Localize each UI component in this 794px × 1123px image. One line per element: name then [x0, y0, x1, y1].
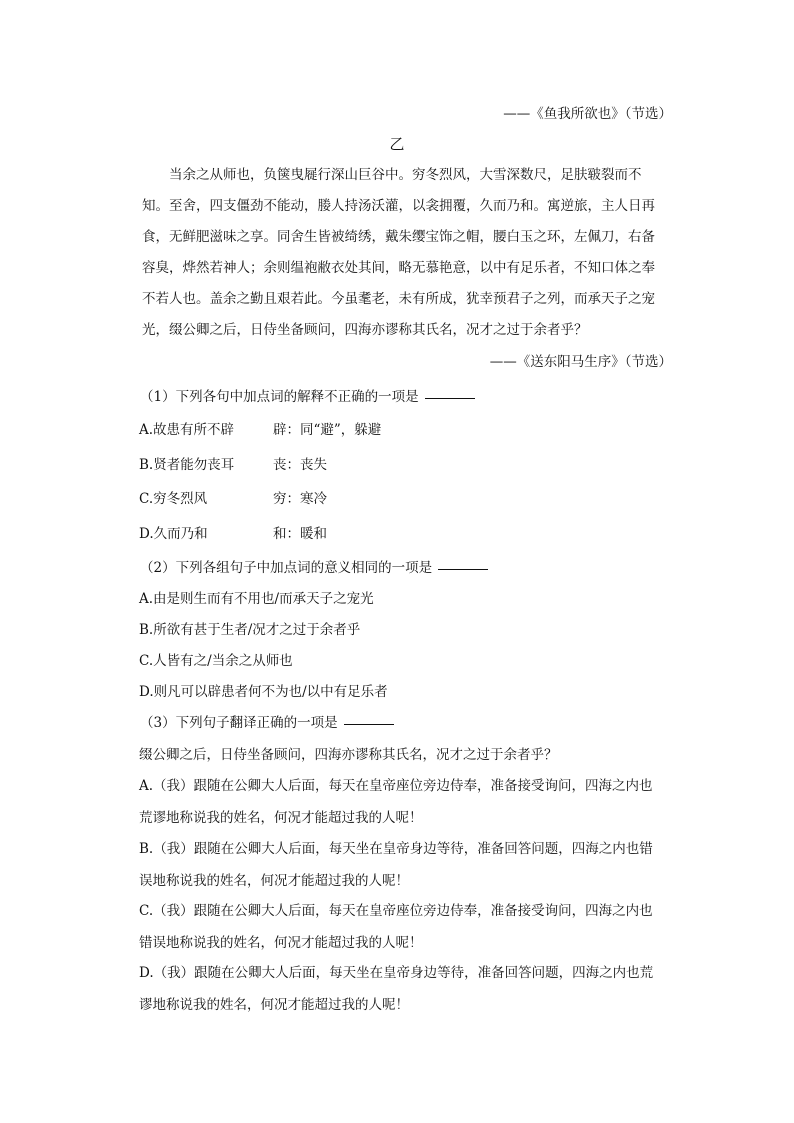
q3-option-c[interactable]	[139, 899, 653, 951]
source-citation-a: ——《鱼我所欲也》（节选）	[503, 106, 672, 122]
q3-option-d[interactable]	[139, 961, 653, 1013]
option-label: B.贤者能勿丧耳	[139, 457, 235, 473]
q1-option-c[interactable]	[139, 487, 327, 507]
option-line: A.（我）跟随在公卿大人后面，每天在皇帝座位旁边侍奉，准备接受询问，四海之内也	[139, 778, 653, 794]
source-citation-b: ——《送东阳马生序》（节选）	[489, 354, 672, 370]
passage-line: 当余之从师也，负箧曳屣行深山巨谷中。穷冬烈风，大雪深数尺，足肤皲裂而不	[169, 167, 642, 183]
passage-line: 不若人也。盖余之勤且艰若此。今虽耄老，未有所成，犹幸预君子之列，而承天子之宠	[142, 291, 655, 307]
option-line: 错误地称说我的姓名，何况才能超过我的人呢！	[139, 935, 423, 951]
option-label: C.穷冬烈风	[139, 491, 208, 507]
passage-text	[142, 163, 672, 353]
question-stem-text: （1）下列各句中加点词的解释不正确的一项是	[140, 389, 419, 405]
question-stem-text: （3）下列句子翻译正确的一项是	[140, 715, 338, 731]
option-line: 误地称说我的姓名，何况才能超过我的人呢！	[139, 873, 409, 889]
passage-line: 食，无鲜肥滋味之享。同舍生皆被绮绣，戴朱缨宝饰之帽，腰白玉之环，左佩刀，右备	[142, 229, 655, 245]
q2-option-d[interactable]: D.则凡可以辟患者何不为也/以中有足乐者	[139, 684, 388, 700]
q1-option-d[interactable]	[139, 522, 327, 542]
option-label: A.故患有所不辟	[139, 422, 235, 438]
q2-option-b[interactable]: B.所欲有甚于生者/况才之过于余者乎	[139, 622, 361, 638]
passage-line: 容臭，烨然若神人；余则缊袍敝衣处其间，略无慕艳意，以中有足乐者，不知口体之奉	[142, 260, 655, 276]
option-line: D.（我）跟随在公卿大人后面，每天坐在皇帝身边等待，准备回答问题，四海之内也荒	[139, 965, 654, 981]
option-label: D.久而乃和	[139, 526, 208, 542]
q2-option-a[interactable]: A.由是则生而有不用也/而承天子之宠光	[139, 591, 374, 607]
option-gloss: 辟：同“避”，躲避	[273, 422, 382, 438]
q3-option-a[interactable]	[139, 774, 653, 826]
passage-line: 知。至舍，四支僵劲不能动，媵人持汤沃灌，以衾拥覆，久而乃和。寓逆旅，主人日再	[142, 198, 655, 214]
option-line: 谬地称说我的姓名，何况才能超过我的人呢！	[139, 997, 409, 1013]
question-stem-text: （2）下列各组句子中加点词的意义相同的一项是	[140, 560, 433, 576]
option-line: 荒谬地称说我的姓名，何况才能超过我的人呢！	[139, 810, 423, 826]
option-gloss: 穷：寒冷	[273, 491, 327, 507]
q1-option-a[interactable]	[139, 418, 382, 438]
q1-option-b[interactable]	[139, 453, 327, 473]
question-3-stem	[140, 711, 394, 731]
passage-line: 光，缀公卿之后，日侍坐备顾问，四海亦谬称其氏名，况才之过于余者乎？	[142, 322, 588, 338]
question-2-stem	[140, 556, 488, 576]
option-gloss: 和：暖和	[273, 526, 327, 542]
question-1-stem	[140, 385, 475, 405]
option-line: B.（我）跟随在公卿大人后面，每天坐在皇帝身边等待，准备回答问题，四海之内也错	[139, 841, 653, 857]
answer-blank[interactable]	[425, 397, 475, 399]
answer-blank[interactable]	[438, 568, 488, 570]
passage-title: 乙	[389, 135, 405, 153]
option-gloss: 丧：丧失	[273, 457, 327, 473]
q3-sentence: 缀公卿之后，日侍坐备顾问，四海亦谬称其氏名，况才之过于余者乎？	[139, 747, 558, 763]
q2-option-c[interactable]: C.人皆有之/当余之从师也	[139, 653, 293, 669]
q3-option-b[interactable]	[139, 837, 653, 889]
answer-blank[interactable]	[344, 723, 394, 725]
option-line: C.（我）跟随在公卿大人后面，每天在皇帝座位旁边侍奉，准备接受询问，四海之内也	[139, 903, 653, 919]
